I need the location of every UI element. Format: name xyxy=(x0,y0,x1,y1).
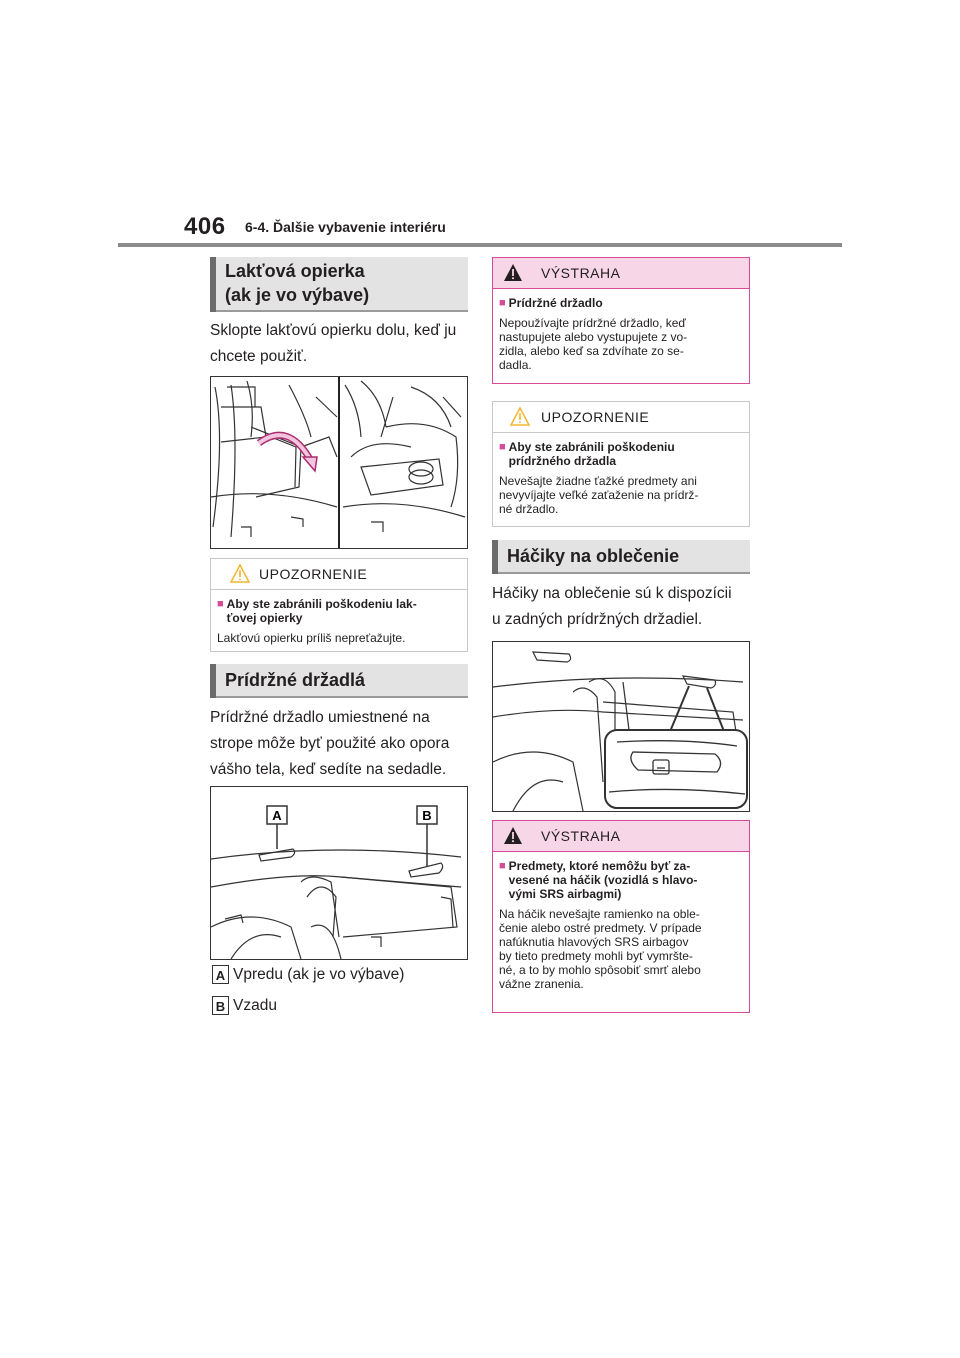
caution2-bullet-line2: prídržného držadla xyxy=(508,454,616,468)
warning2-para-line6: vážne zranenia. xyxy=(499,977,584,991)
grip-caution-box xyxy=(492,401,750,527)
warning2-bullet-line3: vými SRS airbagmi) xyxy=(508,887,622,901)
bullet-square-icon: ■ xyxy=(217,598,224,610)
caution2-para-line1: Nevešajte žiadne ťažké predmety ani xyxy=(499,474,697,488)
warning2-para-line2: čenie alebo ostré predmety. V prípade xyxy=(499,921,702,935)
grips-title: Prídržné držadlá xyxy=(225,670,366,690)
caution-triangle-icon xyxy=(510,407,530,426)
warning-heading: VÝSTRAHA xyxy=(541,265,621,281)
grip-handles-illustration xyxy=(210,786,468,960)
caution-heading: UPOZORNENIE xyxy=(259,566,368,582)
hooks-text-line2: u zadných prídržných držadiel. xyxy=(492,611,703,628)
armrest-title-line1: Lakťová opierka xyxy=(225,261,365,281)
grips-text-line1: Prídržné držadlo umiestnené na xyxy=(210,709,430,726)
armrest-text-line2: chcete použiť. xyxy=(210,348,308,365)
callout-a: A xyxy=(272,808,282,823)
legend-item-a xyxy=(212,965,404,984)
callout-b: B xyxy=(422,808,432,823)
section-hooks-heading xyxy=(492,540,750,574)
legend-key-b: B xyxy=(212,996,229,1015)
warning1-para-line2: nastupujete alebo vystupujete z vo- xyxy=(499,330,688,344)
legend-text-b: Vzadu xyxy=(233,996,277,1014)
warning2-para-line4: by tieto predmety mohli byť vymršte- xyxy=(499,949,693,963)
chapter-title: 6-4. Ďalšie vybavenie interiéru xyxy=(245,219,446,235)
grips-text-line3: vášho tela, keď sedíte na sedadle. xyxy=(210,761,447,778)
hook-warning-box xyxy=(492,820,750,1013)
section-grips-heading xyxy=(210,664,468,698)
caution-header xyxy=(493,402,749,433)
grip-warning-box xyxy=(492,257,750,384)
warning-header xyxy=(493,258,749,289)
caution-heading: UPOZORNENIE xyxy=(541,409,650,425)
caution-triangle-icon xyxy=(230,564,250,583)
warning2-bullet-line2: vesené na háčik (vozidlá s hlavo- xyxy=(508,873,698,887)
page-number: 406 xyxy=(184,213,226,240)
bullet-square-icon: ■ xyxy=(499,441,506,453)
warning2-para-line3: nafúknutia hlavových SRS airbagov xyxy=(499,935,689,949)
warning-triangle-icon xyxy=(503,263,523,282)
header-divider xyxy=(118,243,842,247)
caution2-bullet-line1: Aby ste zabránili poškodeniu xyxy=(508,440,675,454)
grips-text-line2: strope môže byť použité ako opora xyxy=(210,735,450,752)
warning-heading: VÝSTRAHA xyxy=(541,828,621,844)
bullet-square-icon: ■ xyxy=(499,860,506,872)
armrest-illustration xyxy=(210,376,468,549)
warning1-para-line3: zidla, alebo keď sa zdvíhate zo se- xyxy=(499,344,684,358)
warning2-bullet-line1: Predmety, ktoré nemôžu byť za- xyxy=(508,859,691,873)
warning1-para-line1: Nepoužívajte prídržné držadlo, keď xyxy=(499,316,686,330)
caution-bullet-line1: Aby ste zabránili poškodeniu lak- xyxy=(226,597,417,611)
caution-header xyxy=(211,559,467,590)
armrest-caution-box xyxy=(210,558,468,652)
legend-key-a: A xyxy=(212,965,229,984)
coat-hook-illustration xyxy=(492,641,750,812)
warning2-para-line1: Na háčik nevešajte ramienko na oble- xyxy=(499,907,700,921)
armrest-text-line1: Sklopte lakťovú opierku dolu, keď ju xyxy=(210,322,457,339)
caution-paragraph: Lakťovú opierku príliš nepreťažujte. xyxy=(217,631,406,645)
armrest-title-line2: (ak je vo výbave) xyxy=(225,285,370,305)
warning1-para-line4: dadla. xyxy=(499,358,532,372)
caution-bullet-line2: ťovej opierky xyxy=(226,611,303,625)
hooks-text-line1: Háčiky na oblečenie sú k dispozícii xyxy=(492,585,732,602)
warning-triangle-icon xyxy=(503,826,523,845)
section-armrest-heading xyxy=(210,257,468,312)
warning2-para-line5: né, a to by mohlo spôsobiť smrť alebo xyxy=(499,963,701,977)
legend-item-b xyxy=(212,996,277,1015)
warning1-bullet: Prídržné držadlo xyxy=(508,296,603,310)
caution2-para-line3: né držadlo. xyxy=(499,502,559,516)
warning-header xyxy=(493,821,749,852)
bullet-square-icon: ■ xyxy=(499,297,506,309)
legend-text-a: Vpredu (ak je vo výbave) xyxy=(233,965,405,983)
hooks-title: Háčiky na oblečenie xyxy=(507,546,680,566)
caution2-para-line2: nevyvíjajte veľké zaťaženie na prídrž- xyxy=(499,488,699,502)
